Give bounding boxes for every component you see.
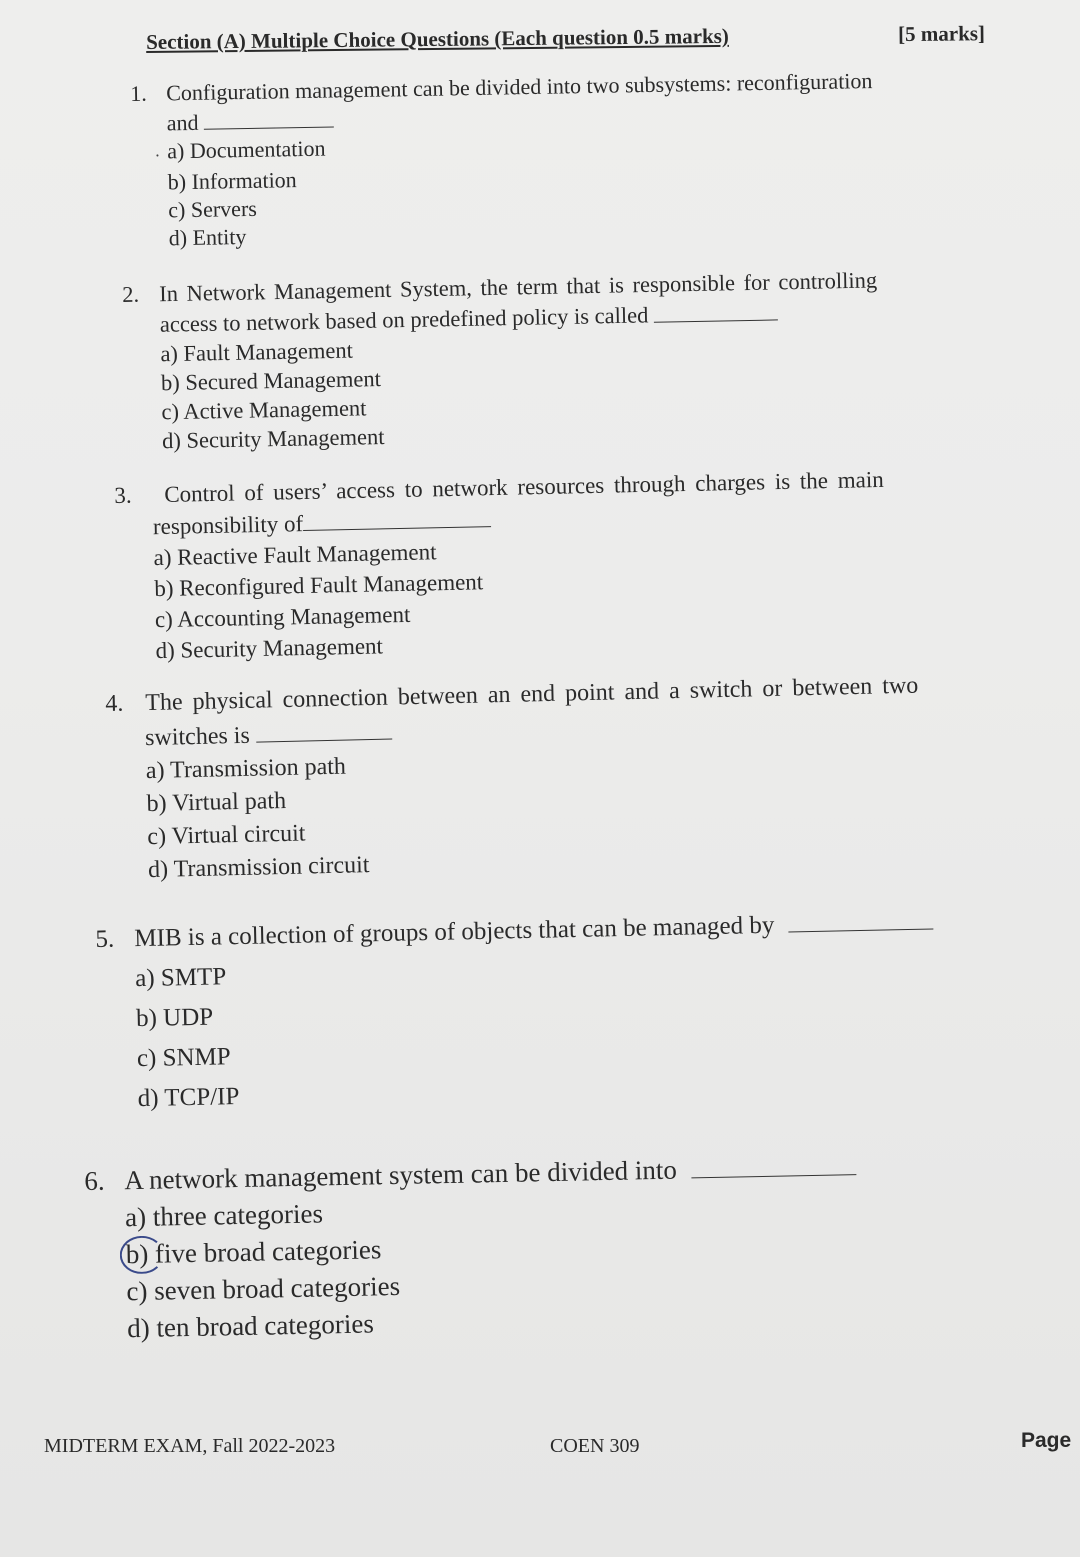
question-3-option-d: d) Security Management [155,633,384,664]
question-3-option-a: a) Reactive Fault Management [153,539,437,571]
section-title: Section (A) Multiple Choice Questions (Each question 0.5 marks) [146,23,729,54]
question-5 [95,902,937,1120]
question-1-answer-blank [204,104,334,129]
footer-page-label: Page [1021,1429,1072,1452]
question-1-option-c: c) Servers [168,195,258,223]
question-3-option-b: b) Reconfigured Fault Management [154,569,484,602]
question-6 [84,1147,860,1348]
question-5-answer-blank [788,903,934,932]
pen-tick-mark: ⸳ [155,145,160,163]
question-6-option-c: c) seven broad categories [126,1270,401,1307]
question-6-option-b-text: ) five broad categories [138,1234,382,1269]
question-4-option-d: d) Transmission circuit [147,852,370,884]
question-4 [105,670,922,888]
question-3-number: 3. [114,482,132,508]
question-3-text-line-1: Control of users’ access to network resources through charges is the main [164,466,884,507]
question-4-number: 4. [105,690,124,717]
question-4-option-b: b) Virtual path [146,787,287,818]
question-5-text-line-1: MIB is a collection of groups of objects that can be managed by [134,911,775,953]
section-header [146,21,1016,55]
question-6-number: 6. [84,1165,105,1196]
question-1-option-b: b) Information [167,167,297,195]
question-1 [130,67,875,253]
question-5-option-d: d) TCP/IP [137,1083,240,1113]
question-1-option-d: d) Entity [168,223,247,251]
question-1-text-line-2: and [166,109,199,136]
handwritten-answer-circle: b [125,1236,139,1273]
question-2-number: 2. [122,281,140,307]
question-2-text-line-2: access to network based on predefined policy is called [159,302,649,337]
question-3-option-c: c) Accounting Management [154,601,411,633]
section-marks: [5 marks] [897,21,986,47]
question-5-option-c: c) SNMP [136,1043,231,1073]
question-2-option-c: c) Active Management [161,394,367,424]
question-1-option-a: ⸳ a) Documentation [131,125,874,169]
question-6-option-a: a) three categories [124,1198,324,1233]
question-6-option-d: d) ten broad categories [126,1308,375,1344]
question-2-answer-blank [654,296,778,322]
question-6-text-line-1: A network management system can be divided into [124,1154,678,1196]
question-4-option-a: a) Transmission path [145,753,347,785]
question-4-option-c: c) Virtual circuit [147,820,306,851]
question-4-answer-blank [255,715,392,743]
question-6-answer-blank [691,1147,857,1178]
question-2-option-b: b) Secured Management [160,365,382,395]
question-2-option-a: a) Fault Management [160,337,354,366]
footer-exam-title: MIDTERM EXAM, Fall 2022-2023 [44,1435,336,1457]
question-3-answer-blank [303,503,491,531]
question-2-option-d: d) Security Management [161,423,385,453]
question-5-option-b: b) UDP [135,1003,214,1033]
footer-course-code: COEN 309 [550,1435,640,1457]
question-2-text-line-1: In Network Management System, the term that is responsible for controlling [159,267,878,307]
question-1-number: 1. [130,80,147,106]
question-1-text-line-1: Configuration management can be divided into two subsystems: reconfiguration [166,68,873,106]
question-4-text-line-1: The physical connection between an end point and a switch or between two [145,672,919,717]
question-4-text-line-2: switches is [144,722,251,752]
question-5-option-a: a) SMTP [134,963,227,993]
question-3-text-line-2: responsibility of [152,511,304,540]
question-3 [114,464,887,667]
question-2 [122,266,880,456]
question-5-number: 5. [95,925,115,953]
